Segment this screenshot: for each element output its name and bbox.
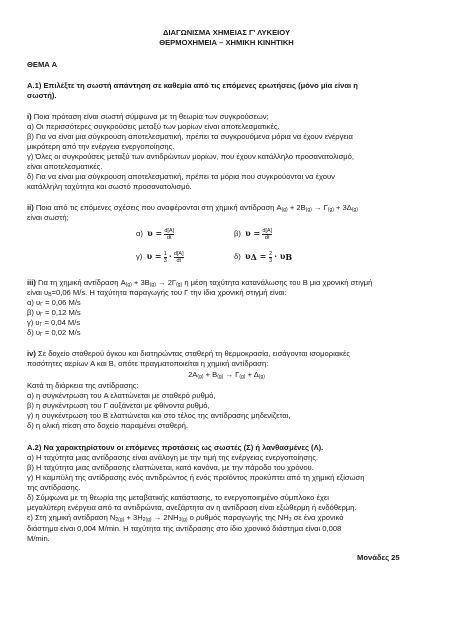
a1-heading-cont: σωστή). — [27, 91, 57, 100]
theme-heading: ΘΕΜΑ Α — [27, 60, 58, 69]
a2-statement-b: β) Η ταχύτητα μιας αντίδρασης ελαττώνεται, κατά κανόνα, με την πάροδο του χρόνου. — [27, 463, 314, 472]
question-i-option-d-cont: κατάλληλη ταχύτητα και σωστό προσανατολισμό. — [27, 182, 192, 191]
question-ii: ii) Ποια από τις επόμενες σχέσεις που αναφέρονται στη χημική αντίδραση $A_{(g)} + 2B_{(g)} \to \Gamma_{(g)} + 3\Delta_{(g)}$ — [27, 203, 358, 213]
a2-statement-c: γ) Η καμπύλη της αντίδρασης ενός αντιδρώντος ή ενός προϊόντος προκύπτει από τη χημική εξίσωση — [27, 473, 365, 482]
question-i-option-b-cont: μικρότερη από την ενέργεια ενεργοποίησης. — [27, 142, 175, 151]
a2-statement-e-cont: διάστημα είναι 0,004 M/min. Η ταχύτητα της αντίδρασης στο ίδιο χρονικό διάστημα είναι 0,008 — [27, 524, 342, 533]
question-ii-option-c: γ) υ = $\frac{1}{3}$ · $\frac{d[A]}{dt}$ — [136, 250, 184, 264]
exam-subtitle: ΘΕΡΜΟΧΗΜΕΙΑ – ΧΗΜΙΚΗ ΚΙΝΗΤΙΚΗ — [159, 38, 294, 47]
a2-statement-c-cont: της αντίδρασης. — [27, 483, 81, 492]
exam-title: ΔΙΑΓΩΝΙΣΜΑ ΧΗΜΕΙΑΣ Γ' ΛΥΚΕΙΟΥ — [162, 28, 291, 37]
question-iv-option-b: β) η συγκέντρωση του Γ αυξάνεται με φθίνοντα ρυθμό, — [27, 401, 210, 410]
question-i-option-a: α) Οι περισσότερες συγκρούσεις μεταξύ των μορίων είναι αποτελεσματικές. — [27, 122, 280, 131]
question-i-option-c: γ) Όλες οι συγκρούσεις μεταξύ των αντιδρώντων μορίων, που έχουν κατάλληλο προσανατολισμό, — [27, 152, 354, 161]
question-ii-cont: είναι σωστή; — [27, 213, 69, 222]
a2-statement-e: ε) Στη χημική αντίδραση $N_{2(g)} + 3H_{2(g)} \to 2NH_{3(g)}$ ο ρυθμός παραγωγής της $NH_3$ σε ένα χρονικό — [27, 513, 344, 523]
question-iii-cont: είναι $\upsilon_B=0,06$ M/s. Η ταχύτητα παραγωγής του Γ την ίδια χρονική στιγμή είναι: — [27, 288, 287, 298]
a1-heading: Α.1) Επιλέξτε τη σωστή απάντηση σε καθεμία από τις επόμενες ερωτήσεις (μόνο μία είναι η — [27, 81, 358, 90]
fraction-dA-dt: $\frac{d[A]}{dt}$ — [164, 227, 175, 241]
question-i-option-c-cont: είναι αποτελεσματικές. — [27, 162, 103, 171]
question-iv-lead: Κατά τη διάρκεια της αντίδρασης: — [27, 381, 139, 390]
question-ii-option-a: α) υ = $\frac{d[A]}{dt}$ — [136, 227, 175, 241]
a2-statement-a: α) Η ταχύτητα μιας αντίδρασης είναι ανάλογη με την τιμή της ενέργειας ενεργοποίησης. — [27, 453, 319, 462]
fraction-dA-dt: $\frac{d[A]}{dt}$ — [262, 227, 273, 241]
question-iv-option-c: γ) η συγκέντρωση του B ελαττώνεται και στο τέλος της αντίδρασης μηδενίζεται, — [27, 411, 291, 420]
question-iii-option-b: β) $\upsilon_\Gamma = 0,12$ M/s — [27, 308, 81, 318]
question-i-option-d: δ) Για να είναι μια σύγκρουση αποτελεσματική, πρέπει τα μόρια που συγκρούονται να έχουν — [27, 172, 335, 181]
question-iii: iii) Για τη χημική αντίδραση $A_{(g)} + 3B_{(g)} \to 2\Gamma_{(g)}$ η μέση ταχύτητα κατανάλωσης του B μια χρονική στιγμή — [27, 278, 373, 288]
question-i: i) Ποια πρόταση είναι σωστή σύμφωνα με τη θεωρία των συγκρούσεων; — [27, 112, 269, 121]
marks-label: Μονάδες 25 — [357, 553, 400, 562]
a2-statement-d: δ) Σύμφωνα με τη θεωρία της μεταβατικής κατάστασης, το ενεργοποιημένο σύμπλοκο έχει — [27, 493, 329, 502]
question-iv-option-a: α) η συγκέντρωση του A ελαττώνεται με σταθερό ρυθμό, — [27, 391, 216, 400]
question-iv-equation: $2A_{(g)} + B_{(g)} \to \Gamma_{(g)} + \Delta_{(g)}$ — [188, 370, 265, 380]
a2-statement-e-cont2: M/min. — [27, 534, 50, 543]
a2-statement-d-cont: μεγαλύτερη ενέργεια από τα αντιδρώντα, ανεξάρτητα αν η αντίδραση είναι εξώθερμη ή ενδόθερμη. — [27, 503, 357, 512]
question-iv-cont: ποσότητες αερίων A και B, οπότε πραγματοποιείται η χημική αντίδραση: — [27, 359, 269, 368]
question-ii-option-b: β) υ = $\frac{d[A]}{dt}$ — [234, 227, 273, 241]
question-iv-option-d: δ) η ολική πίεση στο δοχείο παραμένει σταθερή. — [27, 421, 188, 430]
fraction-dA-dt: $\frac{d[A]}{dt}$ — [173, 250, 184, 264]
question-iii-option-a: α) $\upsilon_\Gamma = 0,06$ M/s — [27, 298, 81, 308]
question-ii-option-d: δ) $\upsilon_\Delta$ = $\frac{2}{3}$ · $\upsilon_B$ — [234, 250, 293, 264]
question-iv: iv) Σε δοχείο σταθερού όγκου και διατηρώντας σταθερή τη θερμοκρασία, εισάγονται ισομοριακές — [27, 349, 350, 358]
question-iii-option-c: γ) $\upsilon_\Gamma = 0,04$ M/s — [27, 318, 81, 328]
a2-heading: Α.2) Να χαρακτηρίστουν οι επόμενες προτάσεις ως σωστές (Σ) ή λανθασμένες (Λ). — [27, 443, 324, 452]
question-iii-option-d: δ) $\upsilon_\Gamma = 0,02$ M/s — [27, 328, 81, 338]
fraction-two-thirds: $\frac{2}{3}$ — [269, 250, 273, 264]
fraction-one-third: $\frac{1}{3}$ — [163, 250, 167, 264]
question-i-option-b: β) Για να είναι μια σύγκρουση αποτελεσματική, πρέπει τα συγκρουόμενα μόρια να έχουν ενέργεια — [27, 132, 353, 141]
